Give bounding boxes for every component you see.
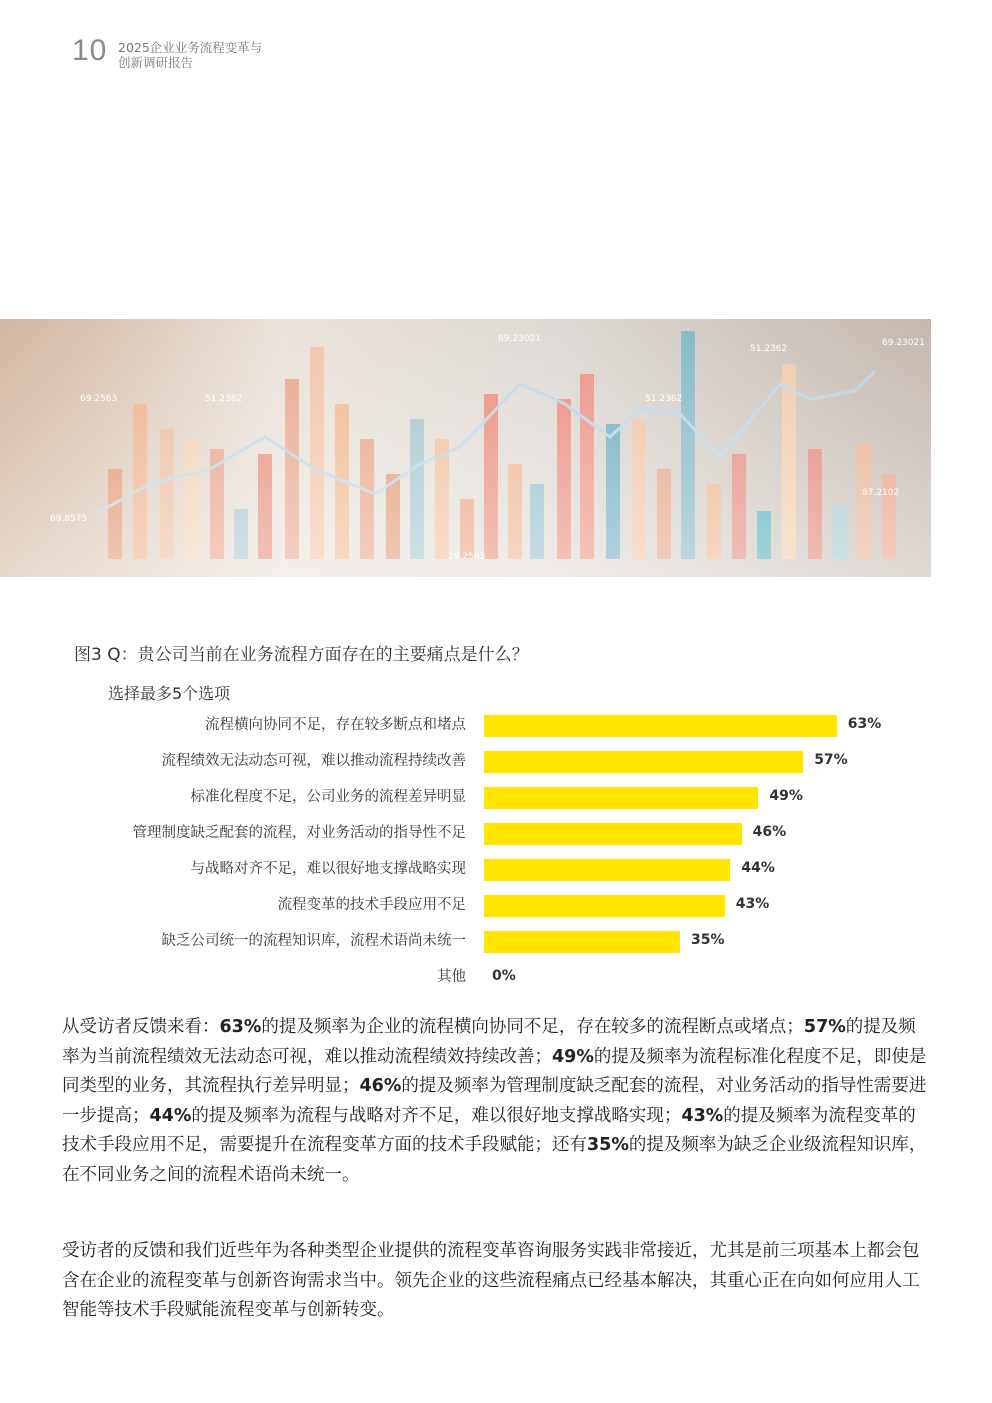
- text-run: 的提及频率为流程变革的技术手段应用不足，需要提升在流程变革方面的技术手段赋能；还有: [62, 1105, 916, 1155]
- value-label: 49%: [769, 788, 803, 804]
- chart-row: [0, 777, 992, 813]
- report-title: [118, 40, 318, 70]
- text-run: 的提及频率为流程标准化程度不足，即使是同类型的业务，其流程执行差异明显；: [62, 1046, 927, 1096]
- category-label: 流程横向协同不足，存在较多断点和堵点: [205, 717, 466, 733]
- percentage-highlight: 49%: [552, 1046, 594, 1067]
- conclusion-paragraph: 受访者的反馈和我们近些年为各种类型企业提供的流程变革咨询服务实践非常接近，尤其是前三项基本上都会包含在企业的流程变革与创新咨询需求当中。领先企业的这些流程痛点已经基本解决，其重心正在向如何应用人工智能等技术手段赋能流程变革与创新转变。: [62, 1241, 920, 1320]
- bar: [484, 895, 725, 917]
- category-label: 流程绩效无法动态可视，难以推动流程持续改善: [161, 753, 466, 769]
- bar: [484, 931, 680, 953]
- percentage-highlight: 57%: [803, 1017, 846, 1037]
- percentage-highlight: 44%: [149, 1105, 192, 1126]
- text-run: 的提及频率为管理制度缺乏配套的流程，对业务活动的指导性需要进一步提高；: [62, 1076, 927, 1126]
- value-label: 44%: [741, 860, 775, 876]
- text-run: 的提及频率为流程与战略对齐不足，难以很好地支撑战略实现；: [191, 1105, 682, 1126]
- chart-row: [0, 741, 992, 777]
- category-label: 管理制度缺乏配套的流程，对业务活动的指导性不足: [132, 825, 466, 841]
- text-run: 从受访者反馈来看：: [62, 1017, 220, 1037]
- chart-row: [0, 885, 992, 921]
- bar: [484, 715, 837, 737]
- chart-row: [0, 705, 992, 741]
- report-title-line1: 2025企业业务流程变革与: [118, 40, 263, 55]
- value-label: 0%: [492, 968, 516, 984]
- category-label: 缺乏公司统一的流程知识库，流程术语尚未统一: [161, 933, 466, 949]
- value-label: 46%: [752, 824, 787, 840]
- category-label: 与战略对齐不足，难以很好地支撑战略实现: [190, 861, 466, 877]
- text-run: 的提及频率为当前流程绩效无法动态可视，难以推动流程绩效持续改善；: [62, 1017, 916, 1067]
- value-label: 43%: [735, 896, 770, 912]
- bar: [484, 859, 730, 881]
- category-label: 其他: [437, 969, 466, 985]
- chart-row: [0, 957, 992, 993]
- value-label: 35%: [691, 932, 725, 948]
- page-number: 10: [72, 34, 108, 67]
- chart-row: [0, 849, 992, 885]
- bar: [484, 787, 758, 809]
- value-label: 57%: [814, 752, 848, 768]
- report-title-line2: 创新调研报告: [118, 55, 194, 70]
- figure-title: 图3 Q：贵公司当前在业务流程方面存在的主要痛点是什么？: [74, 645, 529, 665]
- value-label: 63%: [847, 716, 882, 732]
- text-run: 的提及频率为企业的流程横向协同不足，存在较多的流程断点或堵点；: [261, 1017, 804, 1037]
- figure-subtitle: 选择最多5个选项: [108, 684, 231, 703]
- category-label: 标准化程度不足，公司业务的流程差异明显: [190, 789, 466, 805]
- percentage-highlight: 35%: [587, 1135, 629, 1155]
- pain-points-bar-chart: [0, 705, 992, 1005]
- percentage-highlight: 46%: [359, 1076, 402, 1096]
- bar: [484, 751, 803, 773]
- text-run: 的提及频率为缺乏企业级流程知识库，在不同业务之间的流程术语尚未统一。: [62, 1135, 927, 1185]
- bar: [484, 823, 742, 845]
- chart-row: [0, 921, 992, 957]
- chart-row: [0, 813, 992, 849]
- percentage-highlight: 43%: [681, 1105, 724, 1126]
- analysis-paragraph: [62, 1013, 932, 1190]
- decorative-banner-image: [0, 319, 931, 577]
- category-label: 流程变革的技术手段应用不足: [277, 897, 466, 913]
- percentage-highlight: 63%: [219, 1017, 262, 1037]
